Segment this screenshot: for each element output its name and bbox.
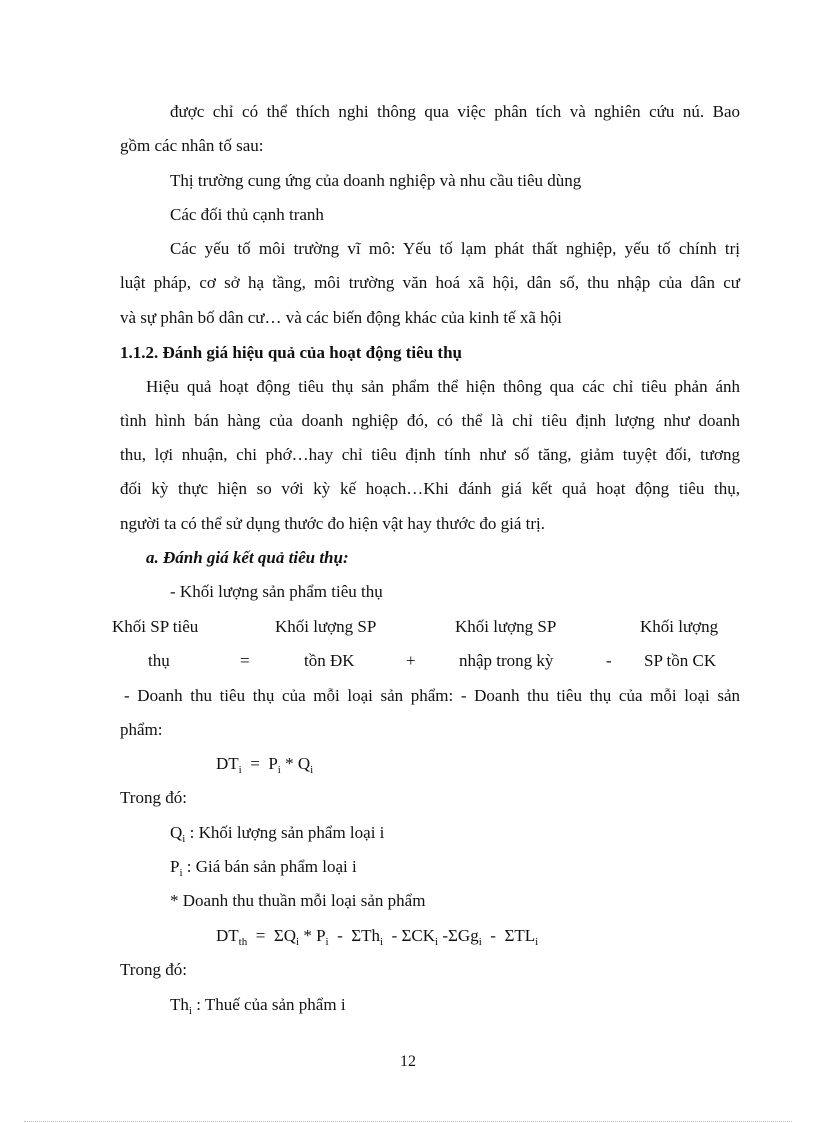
formula-dtth-p: * $P_i$ — [303, 926, 329, 948]
formula-cell-r1c4: Khối lượng — [640, 617, 719, 636]
bullet-volume: - Khối lượng sản phẩm tiêu thụ — [170, 582, 383, 601]
para-macro-line3: và sự phân bố dân cư… và các biến động khác của kinh tế xã hội — [120, 308, 562, 327]
formula-cell-r2-equals: = — [240, 651, 250, 670]
formula-dt-times: * — [285, 754, 294, 773]
formula-dtth-sumgg: ΣGg$_i$ — [448, 926, 482, 948]
page-number: 12 — [400, 1053, 416, 1070]
revenue-line2: phẩm: — [120, 720, 163, 739]
formula-cell-r2-thu: thụ — [148, 651, 170, 670]
formula-cell-r2-tondk: tồn ĐK — [304, 651, 355, 670]
trong-do-1: Trong đó: — [120, 788, 187, 807]
para-macro-line1: Các yếu tố môi trường vĩ mô: Yếu tố lạm phát thất nghiệp, yếu tố chính trị — [170, 239, 740, 258]
trong-do-2: Trong đó: — [120, 960, 187, 979]
para-macro-line2: luật pháp, cơ sở hạ tầng, môi trường văn hoá xã hội, dân số, thu nhập của dân cư — [120, 273, 740, 292]
def-p: $P_i$ : Giá bán sản phẩm loại i — [170, 857, 357, 879]
def-q: $Q_i$ : Khối lượng sản phẩm loại i — [170, 823, 385, 845]
formula-cell-r1c3: Khối lượng SP — [455, 617, 557, 636]
formula-dtth: $DT_{th} = \Sigma Q_i * P_i - \Sigma Th_i - \Sigma CK_i$ $-\Sigma Gg_i - \Sigma TL_i$ — [216, 926, 539, 948]
subheading-a: a. Đánh giá kết quả tiêu thụ: — [146, 548, 349, 567]
def-th: $Th_i$ : Thuế của sản phẩm i — [170, 995, 346, 1017]
formula-dtth-sumq: $\Sigma Q_i$ — [273, 926, 300, 948]
formula-cell-r2-plus: + — [406, 651, 416, 670]
para1-line1: được chỉ có thể thích nghi thông qua việc phân tích và nghiên cứu nú. Bao — [170, 102, 740, 121]
formula-cell-r2-minus: - — [606, 651, 612, 670]
formula-dtth-lhs: $DT_{th}$ — [216, 926, 248, 948]
formula-dt-lhs: $DT_i$ — [216, 754, 242, 776]
formula-cell-r2-nhap: nhập trong kỳ — [459, 651, 554, 670]
para-eff-line2: tình hình bán hàng của doanh nghiệp đó, có thể là chỉ tiêu định lượng như doanh — [120, 411, 740, 430]
para-eff-line3: thu, lợi nhuận, chi phớ…hay chỉ tiêu định tính như số tăng, giảm tuyệt đối, tương — [120, 445, 740, 464]
net-revenue-title: * Doanh thu thuần mỗi loại sản phẩm — [170, 891, 426, 910]
formula-dt — [216, 753, 313, 775]
formula-dt-q: $Q_i$ — [297, 754, 314, 776]
para-eff-line4: đối kỳ thực hiện so với kỳ kế hoạch…Khi đánh giá kết quả hoạt động tiêu thụ, — [120, 479, 740, 498]
formula-dt-eq: = — [250, 754, 260, 773]
factor-competitors: Các đối thủ cạnh tranh — [170, 205, 324, 224]
formula-dt-p: $P_i$ — [268, 754, 281, 776]
page-bottom-border — [24, 1121, 792, 1122]
revenue-line1: - Doanh thu tiêu thụ của mỗi loại sản phẩm: - Doanh thu tiêu thụ của mỗi loại sản — [124, 686, 740, 705]
formula-cell-r2-tonck: SP tồn CK — [644, 651, 717, 670]
formula-dtth-sumtl: $\Sigma TL_i$ — [504, 926, 539, 948]
section-heading-112: 1.1.2. Đánh giá hiệu quả của hoạt động tiêu thụ — [120, 343, 462, 362]
para1-line2: gồm các nhân tố sau: — [120, 136, 264, 155]
formula-dtth-sumck: $\Sigma CK_i$ — [401, 926, 439, 948]
para-eff-line1: Hiệu quả hoạt động tiêu thụ sản phẩm thể hiện thông qua các chỉ tiêu phản ánh — [146, 377, 740, 396]
factor-market: Thị trường cung ứng của doanh nghiệp và nhu cầu tiêu dùng — [170, 171, 582, 190]
formula-dtth-sumth: ΣTh$_i$ — [351, 926, 384, 948]
para-eff-line5: người ta có thể sử dụng thước đo hiện vật hay thước đo giá trị. — [120, 514, 545, 533]
formula-cell-r1c1: Khối SP tiêu — [112, 617, 199, 636]
formula-cell-r1c2: Khối lượng SP — [275, 617, 377, 636]
